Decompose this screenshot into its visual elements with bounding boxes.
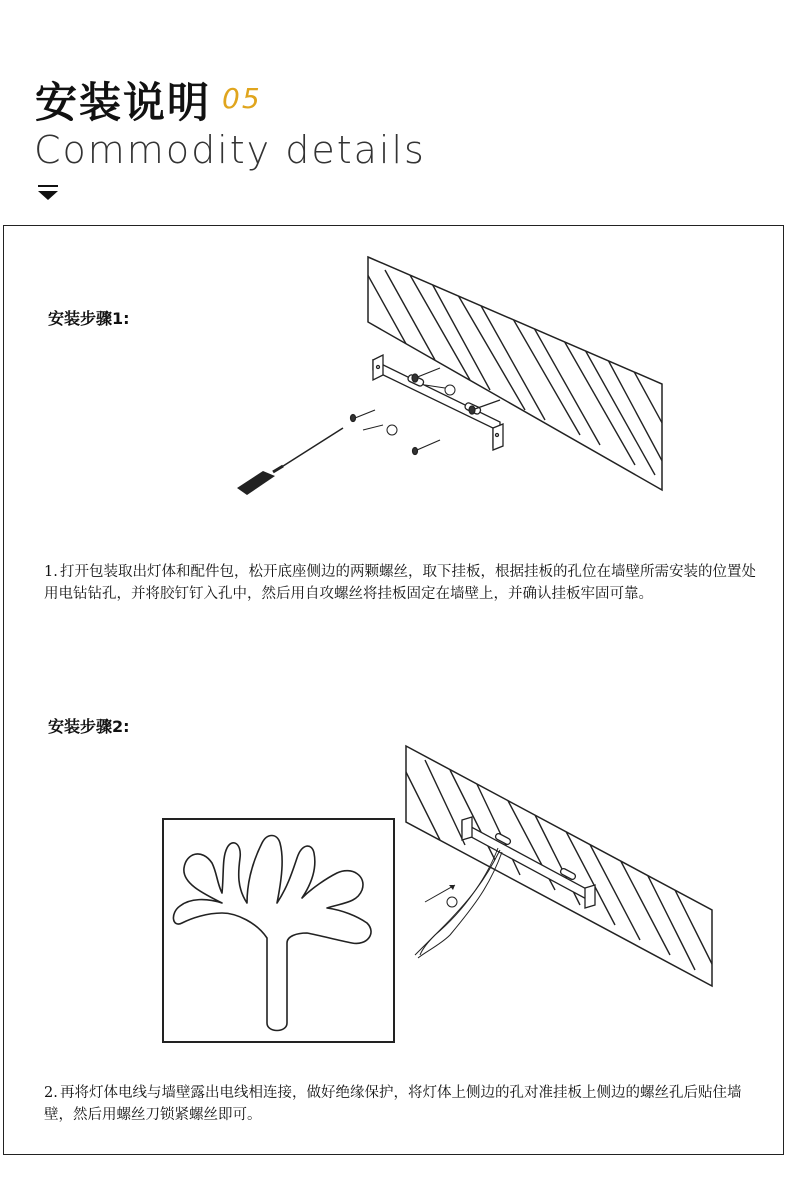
- wall-panel: [405, 746, 720, 986]
- step2-text: 再将灯体电线与墙壁露出电线相连接，做好绝缘保护，将灯体上侧边的孔对准挂板上侧边的螺丝孔后贴住墙壁，然后用螺丝刀锁紧螺丝即可。: [44, 1085, 742, 1123]
- section-number: 05: [222, 82, 262, 115]
- step2-callout-1: [425, 885, 457, 907]
- step2-number: 2.: [44, 1085, 58, 1101]
- wall-panel: [365, 257, 670, 490]
- screwdriver-icon: [237, 428, 343, 495]
- step1-text: 打开包装取出灯体和配件包，松开底座侧边的两颗螺丝，取下挂板，根据挂板的孔位在墙壁所需安装的位置处用电钻钻孔，并将胶钉钉入孔中，然后用自攻螺丝将挂板固定在墙壁上，并确认挂板牢固可靠。: [44, 564, 756, 602]
- tree-lamp-illustration: [162, 818, 395, 1043]
- page-subtitle: Commodity details: [34, 128, 426, 172]
- step2-wall-illustration: [400, 740, 720, 990]
- step1-illustration: [225, 250, 670, 500]
- step1-callout-2: [363, 425, 397, 435]
- wire-icon: [415, 848, 502, 958]
- step1-label: 安装步骤1:: [48, 309, 130, 328]
- step1-description: [44, 562, 756, 605]
- page-title: 安装说明: [35, 78, 212, 127]
- down-arrow-icon: [38, 183, 58, 201]
- step1-number: 1.: [44, 564, 58, 580]
- step2-label: 安装步骤2:: [48, 717, 130, 736]
- step2-description: [44, 1083, 756, 1126]
